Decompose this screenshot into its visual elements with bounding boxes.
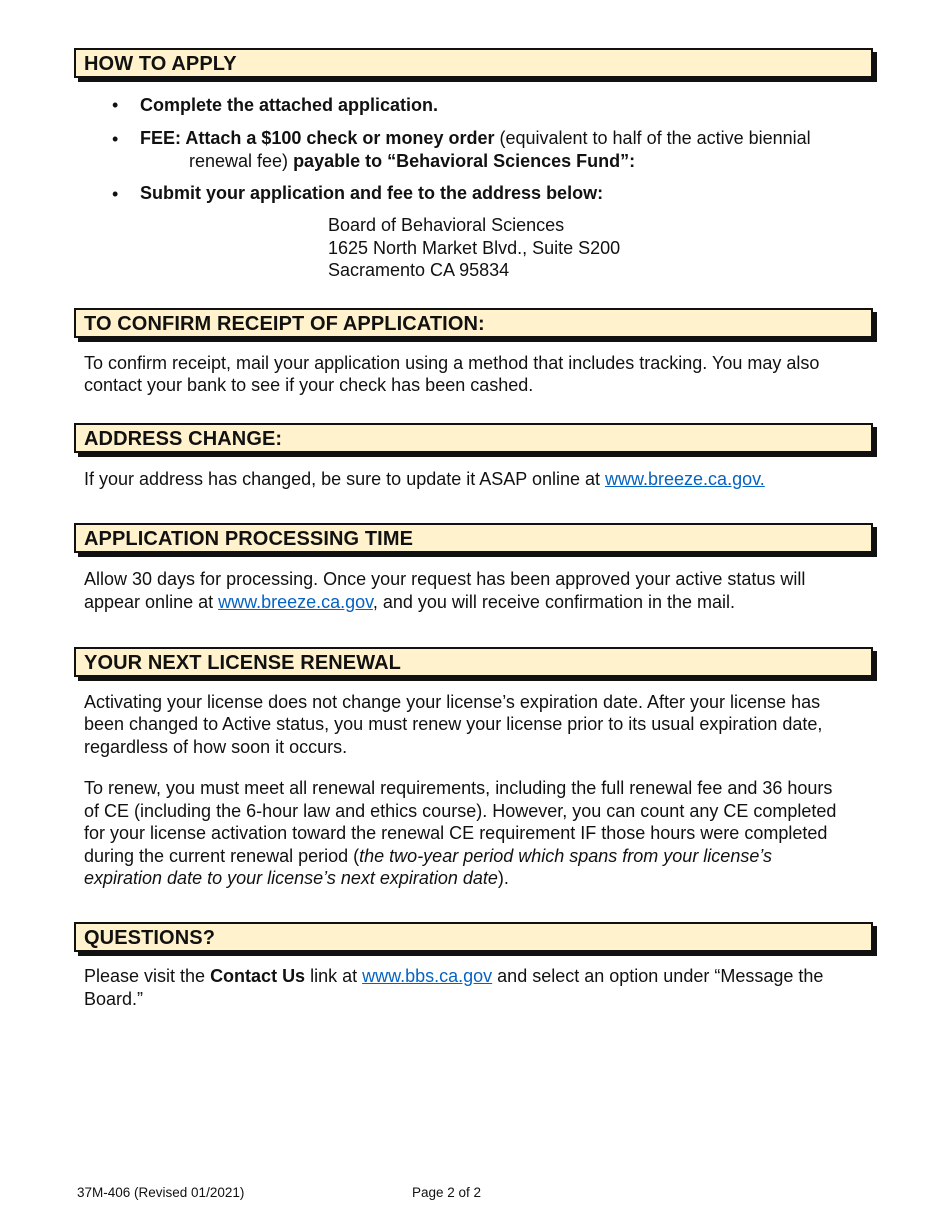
apply-step-complete: Complete the attached application. bbox=[140, 95, 439, 115]
renewal-p2-line3: for your license activation toward the renewal CE requirement IF those hours were completed bbox=[84, 823, 828, 843]
processing-line2-pre: appear online at bbox=[84, 592, 219, 612]
next-renewal-header bbox=[74, 647, 873, 677]
bullet-icon: • bbox=[112, 184, 119, 204]
questions-title: QUESTIONS? bbox=[84, 927, 216, 949]
contact-us-label: Contact Us bbox=[210, 966, 306, 986]
bbs-link[interactable]: www.bbs.ca.gov bbox=[362, 966, 493, 986]
confirm-receipt-line2: contact your bank to see if your check has been cashed. bbox=[84, 375, 534, 395]
renewal-p1-line3: regardless of how soon it occurs. bbox=[84, 737, 348, 757]
confirm-receipt-line1: To confirm receipt, mail your application using a method that includes tracking. You may also bbox=[84, 353, 820, 373]
fee-bold-text: FEE: Attach a $100 check or money order bbox=[140, 128, 495, 148]
breeze-link[interactable]: www.breeze.ca.gov. bbox=[605, 469, 765, 489]
renewal-p1-line1: Activating your license does not change your license’s expiration date. After your license has bbox=[84, 692, 821, 712]
mailing-address-line3: Sacramento CA 95834 bbox=[328, 260, 510, 280]
address-change-header bbox=[74, 423, 873, 453]
apply-step-fee bbox=[140, 127, 811, 150]
renewal-p2-line2: of CE (including the 6-hour law and ethics course). However, you can count any CE completed bbox=[84, 801, 837, 821]
renewal-p2-line4 bbox=[84, 845, 772, 868]
address-change-text bbox=[84, 468, 765, 491]
renewal-p2-line5-post: ). bbox=[497, 868, 509, 888]
renewal-period-definition-cont: expiration date to your license’s next expiration date bbox=[84, 868, 498, 888]
bullet-icon: • bbox=[112, 129, 119, 149]
confirm-receipt-title: TO CONFIRM RECEIPT OF APPLICATION: bbox=[84, 313, 485, 335]
renewal-p2-line5 bbox=[84, 867, 509, 890]
fee-payable-text: payable to “Behavioral Sciences Fund”: bbox=[288, 151, 636, 171]
apply-step-submit: Submit your application and fee to the address below: bbox=[140, 183, 604, 203]
questions-header bbox=[74, 922, 873, 952]
breeze-link-2[interactable]: www.breeze.ca.gov bbox=[218, 592, 373, 612]
bullet-icon: • bbox=[112, 95, 119, 115]
processing-line2-post: , and you will receive confirmation in the mail. bbox=[372, 592, 736, 612]
fee-plain-text: (equivalent to half of the active biennial bbox=[494, 128, 811, 148]
apply-step-fee-cont bbox=[189, 150, 635, 173]
address-change-title: ADDRESS CHANGE: bbox=[84, 428, 283, 450]
processing-time-line2 bbox=[84, 591, 735, 614]
questions-line2: Board.” bbox=[84, 989, 144, 1009]
questions-mid: link at bbox=[305, 966, 363, 986]
questions-line1 bbox=[84, 965, 823, 988]
how-to-apply-header bbox=[74, 48, 873, 78]
questions-post: and select an option under “Message the bbox=[492, 966, 824, 986]
mailing-address-line1: Board of Behavioral Sciences bbox=[328, 215, 565, 235]
next-renewal-title: YOUR NEXT LICENSE RENEWAL bbox=[84, 652, 401, 674]
confirm-receipt-header bbox=[74, 308, 873, 338]
renewal-p2-line4-pre: during the current renewal period ( bbox=[84, 846, 360, 866]
renewal-period-definition: the two-year period which spans from your license’s bbox=[359, 846, 773, 866]
renewal-p2-line1: To renew, you must meet all renewal requirements, including the full renewal fee and 36 hours bbox=[84, 778, 833, 798]
processing-time-header bbox=[74, 523, 873, 553]
form-number: 37M-406 (Revised 01/2021) bbox=[77, 1185, 245, 1200]
page-number: Page 2 of 2 bbox=[412, 1185, 482, 1200]
processing-time-line1: Allow 30 days for processing. Once your request has been approved your active status will bbox=[84, 569, 806, 589]
questions-pre: Please visit the bbox=[84, 966, 211, 986]
address-change-sentence: If your address has changed, be sure to update it ASAP online at bbox=[84, 469, 606, 489]
mailing-address-line2: 1625 North Market Blvd., Suite S200 bbox=[328, 238, 621, 258]
renewal-p1-line2: been changed to Active status, you must renew your license prior to its usual expiration date, bbox=[84, 714, 823, 734]
processing-time-title: APPLICATION PROCESSING TIME bbox=[84, 528, 414, 550]
how-to-apply-title: HOW TO APPLY bbox=[84, 53, 237, 75]
fee-plain-text-2: renewal fee) bbox=[189, 151, 289, 171]
